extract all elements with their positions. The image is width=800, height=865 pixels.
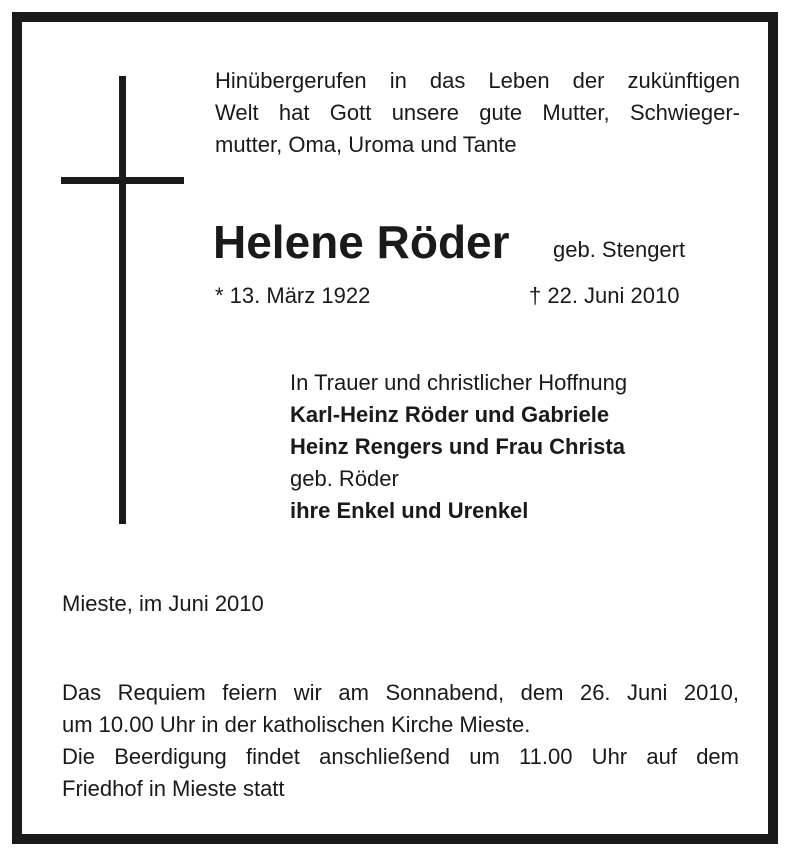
service-line: Das Requiem feiern wir am Sonnabend, dem 26. Juni 2010, bbox=[62, 680, 739, 705]
mourner-name: ihre Enkel und Urenkel bbox=[290, 498, 529, 523]
mourner-name: Karl-Heinz Röder und Gabriele bbox=[290, 402, 610, 427]
intro-line: mutter, Oma, Uroma und Tante bbox=[215, 132, 517, 157]
mourner-name: Heinz Rengers und Frau Christa bbox=[290, 434, 625, 459]
cross-vertical-bar bbox=[119, 76, 126, 524]
death-date: † 22. Juni 2010 bbox=[529, 283, 680, 308]
deceased-name: Helene Röder bbox=[213, 216, 510, 268]
mourner-birth-name: geb. Röder bbox=[290, 466, 399, 491]
place-date: Mieste, im Juni 2010 bbox=[62, 591, 264, 616]
service-line: Friedhof in Mieste statt bbox=[62, 776, 285, 801]
mourners-intro: In Trauer und christlicher Hoffnung bbox=[290, 370, 628, 395]
intro-text bbox=[215, 65, 740, 161]
cross-horizontal-bar bbox=[61, 177, 184, 184]
service-line: um 10.00 Uhr in der katholischen Kirche Mieste. bbox=[62, 712, 531, 737]
birth-name: geb. Stengert bbox=[553, 237, 686, 262]
service-line: Die Beerdigung findet anschließend um 11.00 Uhr auf dem bbox=[62, 744, 739, 769]
intro-line: Hinübergerufen in das Leben der zukünftigen bbox=[215, 68, 740, 93]
intro-line: Welt hat Gott unsere gute Mutter, Schwieger- bbox=[215, 100, 740, 125]
service-info bbox=[62, 677, 739, 805]
birth-date: * 13. März 1922 bbox=[215, 283, 371, 308]
mourners-block bbox=[290, 367, 627, 527]
